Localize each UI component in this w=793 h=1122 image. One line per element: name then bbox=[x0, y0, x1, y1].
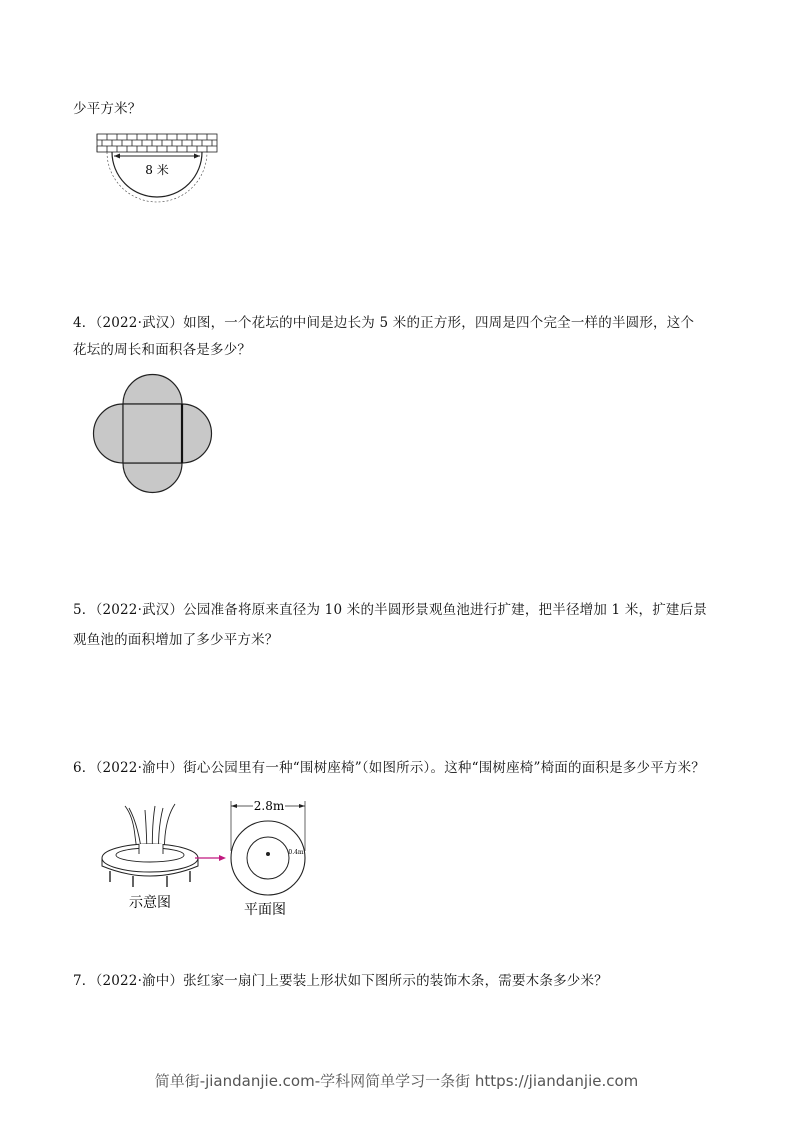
q4-line2: 花坛的周长和面积各是多少？ bbox=[73, 342, 252, 358]
tree-bench-figure bbox=[95, 796, 335, 926]
diameter-label: 8 米 bbox=[145, 163, 169, 177]
caption-plan: 平面图 bbox=[244, 902, 286, 918]
continued-question-text: 少平方米？ bbox=[73, 101, 142, 117]
page-footer: 简单街-jiandanjie.com-学科网简单学习一条街 https://jiandanjie.com bbox=[154, 1072, 639, 1090]
flowerbed-figure bbox=[90, 372, 215, 496]
q5-line2: 观鱼池的面积增加了多少平方米？ bbox=[73, 632, 279, 648]
q5-line1: 5．（2022·武汉）公园准备将原来直径为 10 米的半圆形景观鱼池进行扩建，把半径增加 1 米，扩建后景 bbox=[73, 602, 708, 618]
caption-schematic: 示意图 bbox=[129, 895, 171, 911]
q7-line1: 7．（2022·渝中）张红家一扇门上要装上形状如下图所示的装饰木条，需要木条多少米？ bbox=[73, 973, 608, 989]
semicircle-wall-figure bbox=[95, 132, 220, 207]
width-label: 2.8m bbox=[253, 799, 285, 813]
q6-line1: 6．（2022·渝中）街心公园里有一种“围树座椅”（如图所示）。这种“围树座椅”椅面的面积是多少平方米？ bbox=[73, 760, 705, 776]
q4-line1: 4．（2022·武汉）如图，一个花坛的中间是边长为 5 米的正方形，四周是四个完全一样的半圆形，这个 bbox=[73, 315, 695, 331]
ring-width-label: 0.4m bbox=[288, 849, 304, 856]
